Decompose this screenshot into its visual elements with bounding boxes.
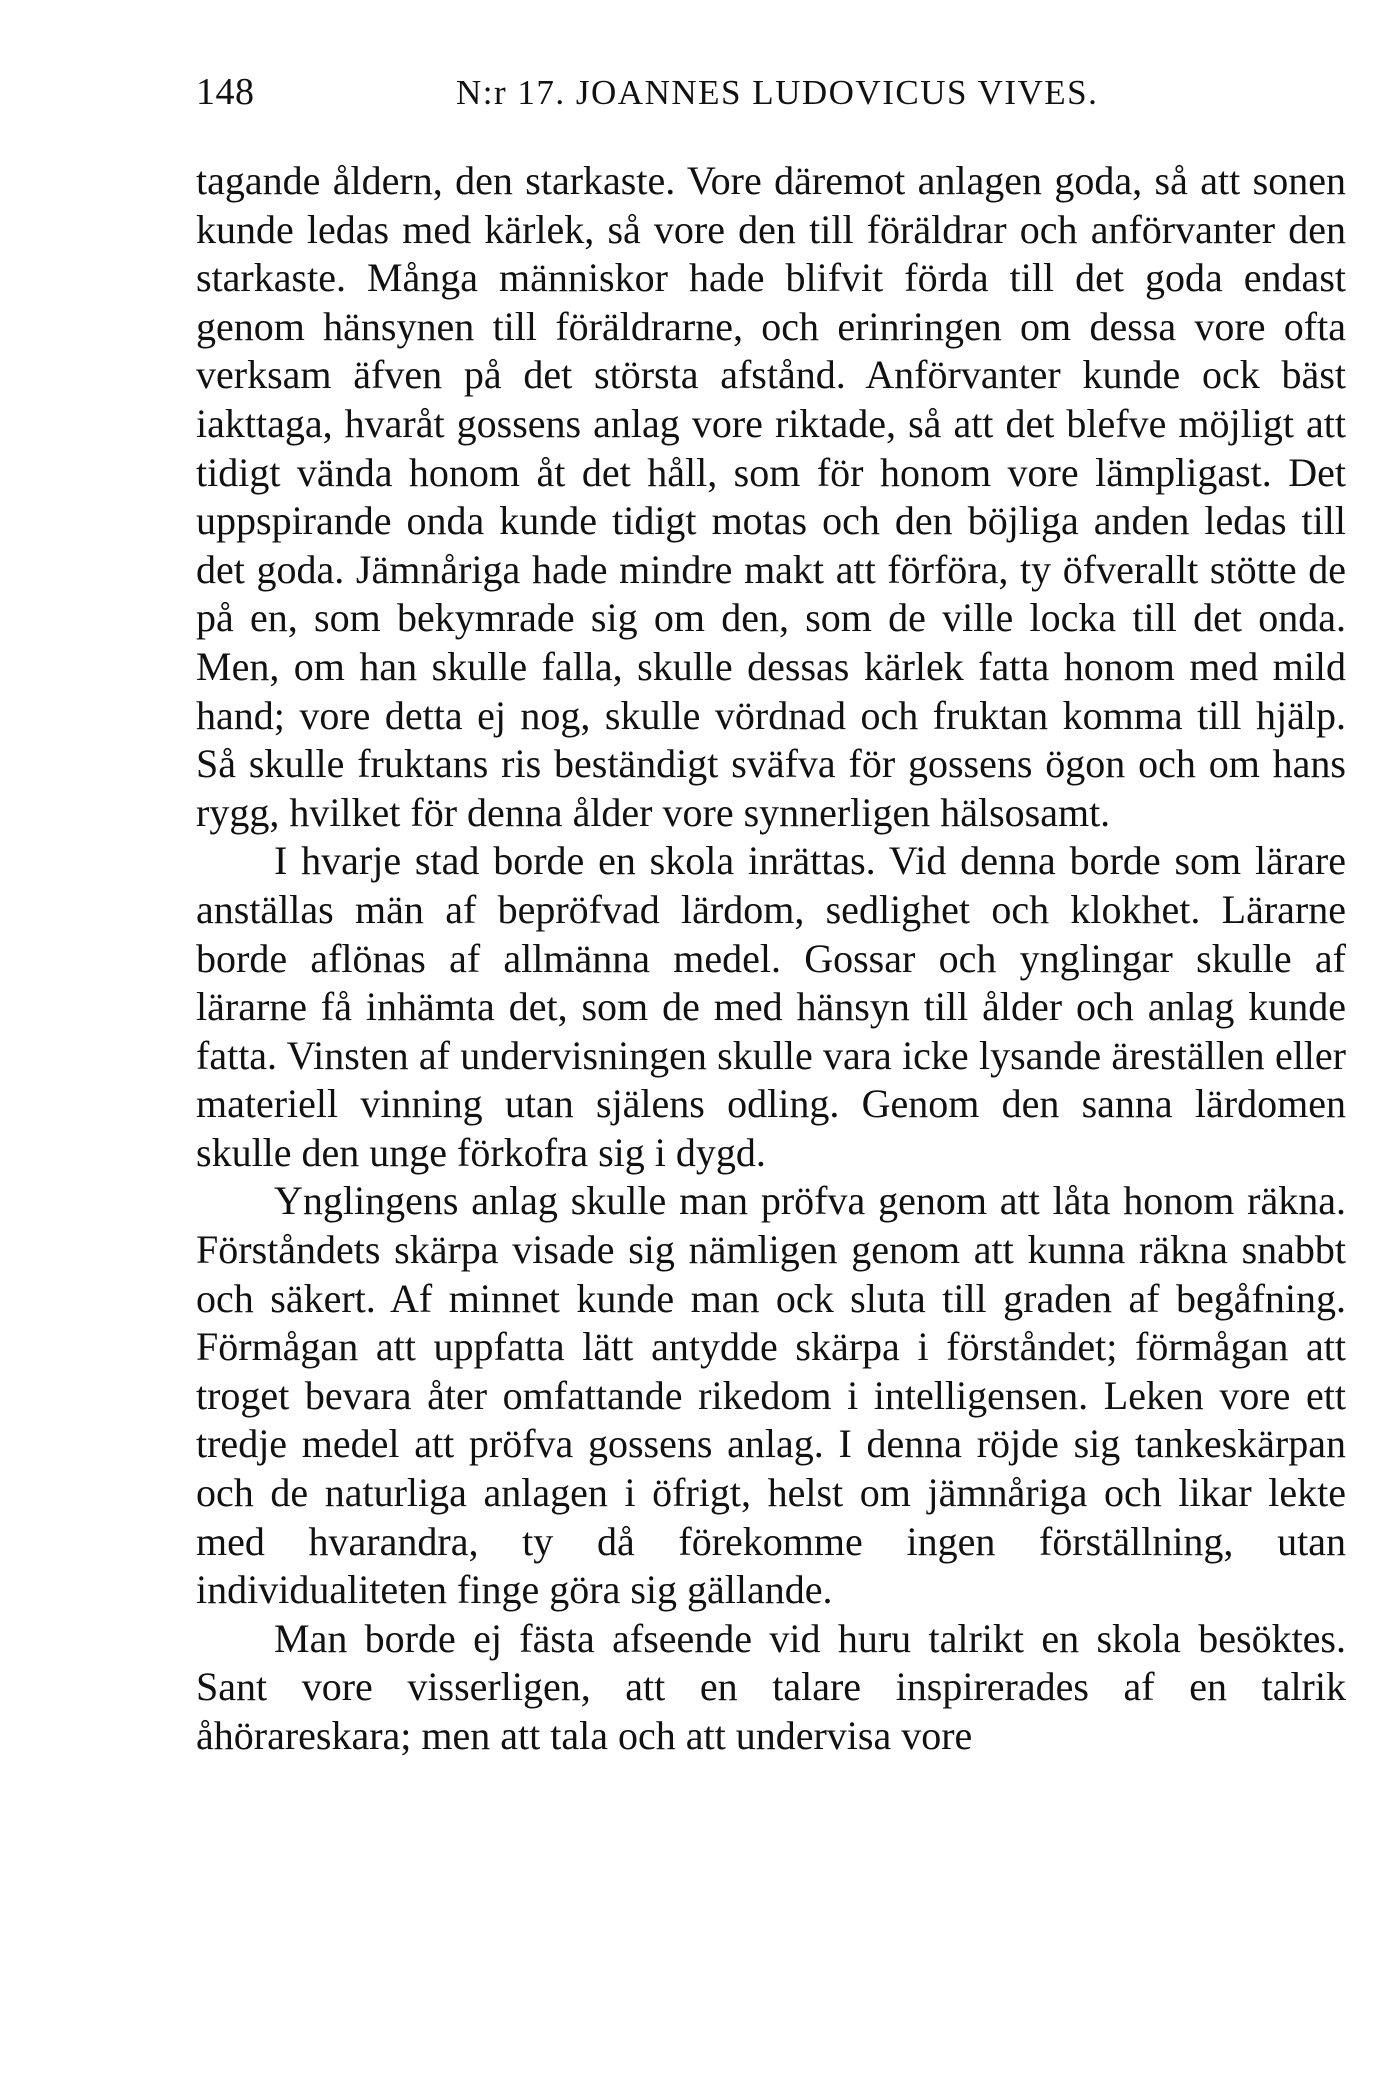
body-text [196,157,1346,1761]
paragraph-continued: tagande åldern, den starkaste. Vore däremot anlagen goda, så att sonen kunde ledas med kärlek, så vore den till föräldrar och anförvanter den starkaste. Många människor hade blifvit förda till det goda endast genom hänsynen till föräldrarne, och erinringen om dessa vore ofta verksam äfven på det största afstånd. Anförvanter kunde ock bäst iakttaga, hvaråt gossens anlag vore riktade, så att det blefve möjligt att tidigt vända honom åt det håll, som för honom vore lämpligast. Det uppspirande onda kunde tidigt motas och den böjliga anden ledas till det goda. Jämnåriga hade mindre makt att förföra, ty öfverallt stötte de på en, som bekymrade sig om den, som de ville locka till det onda. Men, om han skulle falla, skulle dessas kärlek fatta honom med mild hand; vore detta ej nog, skulle vördnad och fruktan komma till hjälp. Så skulle fruktans ris beständigt sväfva för gossens ögon och om hans rygg, hvilket för denna ålder vore synnerligen hälsosamt. [196,158,1346,835]
book-page [196,70,1346,1761]
paragraph-attendance: Man borde ej fästa afseende vid huru talrikt en skola besöktes. Sant vore visserligen, att en talare inspirerades af en talrik åhörareskara; men att tala och att undervisa vore [196,1615,1346,1758]
paragraph-school: I hvarje stad borde en skola inrättas. Vid denna borde som lärare anställas män af bepröfvad lärdom, sedlighet och klokhet. Lärarne borde aflönas af allmänna medel. Gossar och ynglingar skulle af lärarne få inhämta det, som de med hänsyn till ålder och anlag kunde fatta. Vinsten af undervisningen skulle vara icke lysande äreställen eller materiell vinning utan själens odling. Genom den sanna lärdomen skulle den unge förkofra sig i dygd. [196,838,1346,1175]
running-title: N:r 17. JOANNES LUDOVICUS VIVES. [456,73,1099,112]
page-number: 148 [196,71,255,113]
running-head [196,70,1346,130]
paragraph-aptitude: Ynglingens anlag skulle man pröfva genom att låta honom räkna. Förståndets skärpa visade sig nämligen genom att kunna räkna snabbt och säkert. Af minnet kunde man ock sluta till graden af begåfning. Förmågan att uppfatta lätt antydde skärpa i förståndet; förmågan att troget bevara åter omfattande rikedom i intelligensen. Leken vore ett tredje medel att pröfva gossens anlag. I denna röjde sig tankeskärpan och de naturliga anlagen i öfrigt, helst om jämnåriga och likar lekte med hvarandra, ty då förekomme ingen förställning, utan individualiteten finge göra sig gällande. [196,1178,1346,1613]
